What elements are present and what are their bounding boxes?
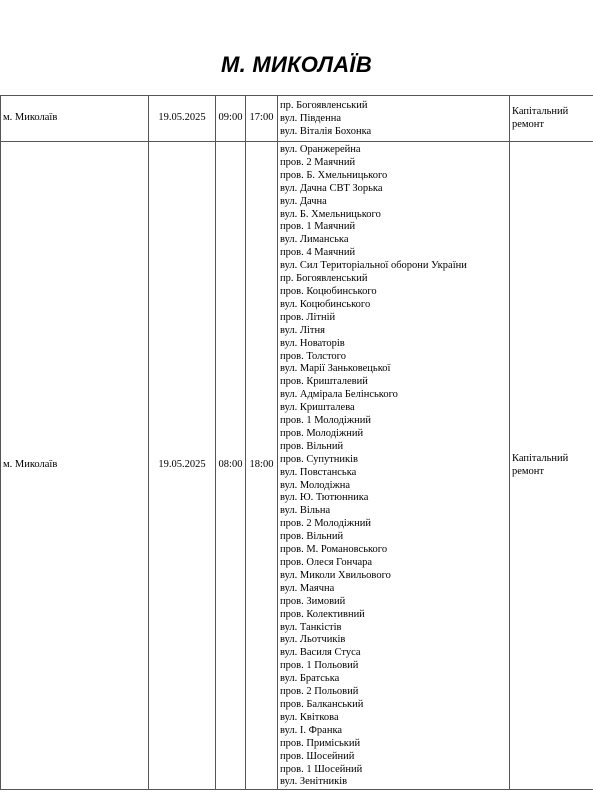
street-item: пров. Олеся Гончара [280,557,373,568]
street-item: пр. Богоявленський [280,100,368,112]
street-item: пров. Зимовий [280,595,346,607]
street-item: вул. Маячна [280,582,335,594]
streets-list [280,142,507,789]
street-item: вул. Марії Заньковецької [280,363,391,375]
street-item: пров. 2 Маячний [280,156,356,168]
streets-cell [278,142,510,790]
street-item: пров. Шосейний [280,750,355,762]
street-item: пров. Літній [280,311,336,323]
table-row [1,142,593,790]
street-item: пров. М. Романовського [280,544,388,556]
page-title: М. МИКОЛАЇВ [220,52,373,77]
street-item: вул. Адмірала Белінського [280,389,398,401]
end-time-cell: 18:00 [246,142,278,790]
street-item: пров. Коцюбинського [280,285,377,297]
outage-table [0,95,593,790]
street-item: вул. Віталія Бохонка [280,125,372,137]
street-item: вул. Б. Хмельницького [280,208,381,220]
street-item: пр. Богоявленський [280,273,368,285]
street-item: пров. Кришталевий [280,376,368,388]
streets-list [280,98,507,139]
street-item: вул. Василя Стуса [280,647,361,659]
street-item: пров. 2 Польовий [280,686,359,698]
street-item: пров. 2 Молодіжний [280,518,371,530]
street-item: вул. І. Франка [280,724,343,736]
street-item: пров. Колективний [280,608,365,620]
street-item: вул. Повстанська [280,466,357,478]
reason-cell: Капітальний ремонт [510,142,593,790]
table-row [1,96,593,142]
street-item: вул. Ю. Тютюнника [280,492,369,504]
street-item: вул. Квіткова [280,711,339,723]
start-time-cell: 09:00 [216,96,246,142]
street-item: вул. Сил Територіальної оборони України [280,260,467,272]
end-time-cell: 17:00 [246,96,278,142]
street-item: вул. Дачна [280,195,327,207]
street-item: вул. Танкістів [280,621,342,633]
street-item: пров. Супутників [280,453,358,465]
street-item: пров. Приміський [280,737,361,749]
street-item: вул. Вільна [280,505,331,517]
street-item: пров. Б. Хмельницького [280,169,388,181]
street-item: вул. Молодіжна [280,479,351,491]
date-cell: 19.05.2025 [149,142,216,790]
street-item: пров. Балканський [280,698,364,710]
street-item: пров. Молодіжний [280,427,364,439]
reason-cell: Капітальний ремонт [510,96,593,142]
street-item: вул. Літня [280,324,325,336]
street-item: вул. Братська [280,673,340,685]
street-item: пров. 1 Маячний [280,221,356,233]
city-cell: м. Миколаїв [1,96,149,142]
street-item: вул. Оранжерейна [280,144,361,155]
start-time-cell: 08:00 [216,142,246,790]
street-item: пров. 1 Шосейний [280,763,363,775]
street-item: пров. Вільний [280,531,344,543]
street-item: пров. 1 Польовий [280,660,359,672]
street-item: пров. 4 Маячний [280,247,356,259]
street-item: пров. 1 Молодіжний [280,415,371,427]
street-item: пров. Вільний [280,440,344,452]
street-item: вул. Миколи Хвильового [280,569,391,581]
street-item: вул. Лиманська [280,234,349,246]
street-item: вул. Зенітників [280,776,348,788]
street-item: вул. Льотчиків [280,634,346,646]
street-item: вул. Південна [280,113,341,125]
street-item: пров. Толстого [280,350,346,362]
street-item: вул. Коцюбинського [280,298,371,310]
streets-cell [278,96,510,142]
date-cell: 19.05.2025 [149,96,216,142]
street-item: вул. Кришталева [280,402,355,414]
street-item: вул. Дачна СВТ Зорька [280,182,383,194]
city-cell: м. Миколаїв [1,142,149,790]
street-item: вул. Новаторів [280,337,345,349]
